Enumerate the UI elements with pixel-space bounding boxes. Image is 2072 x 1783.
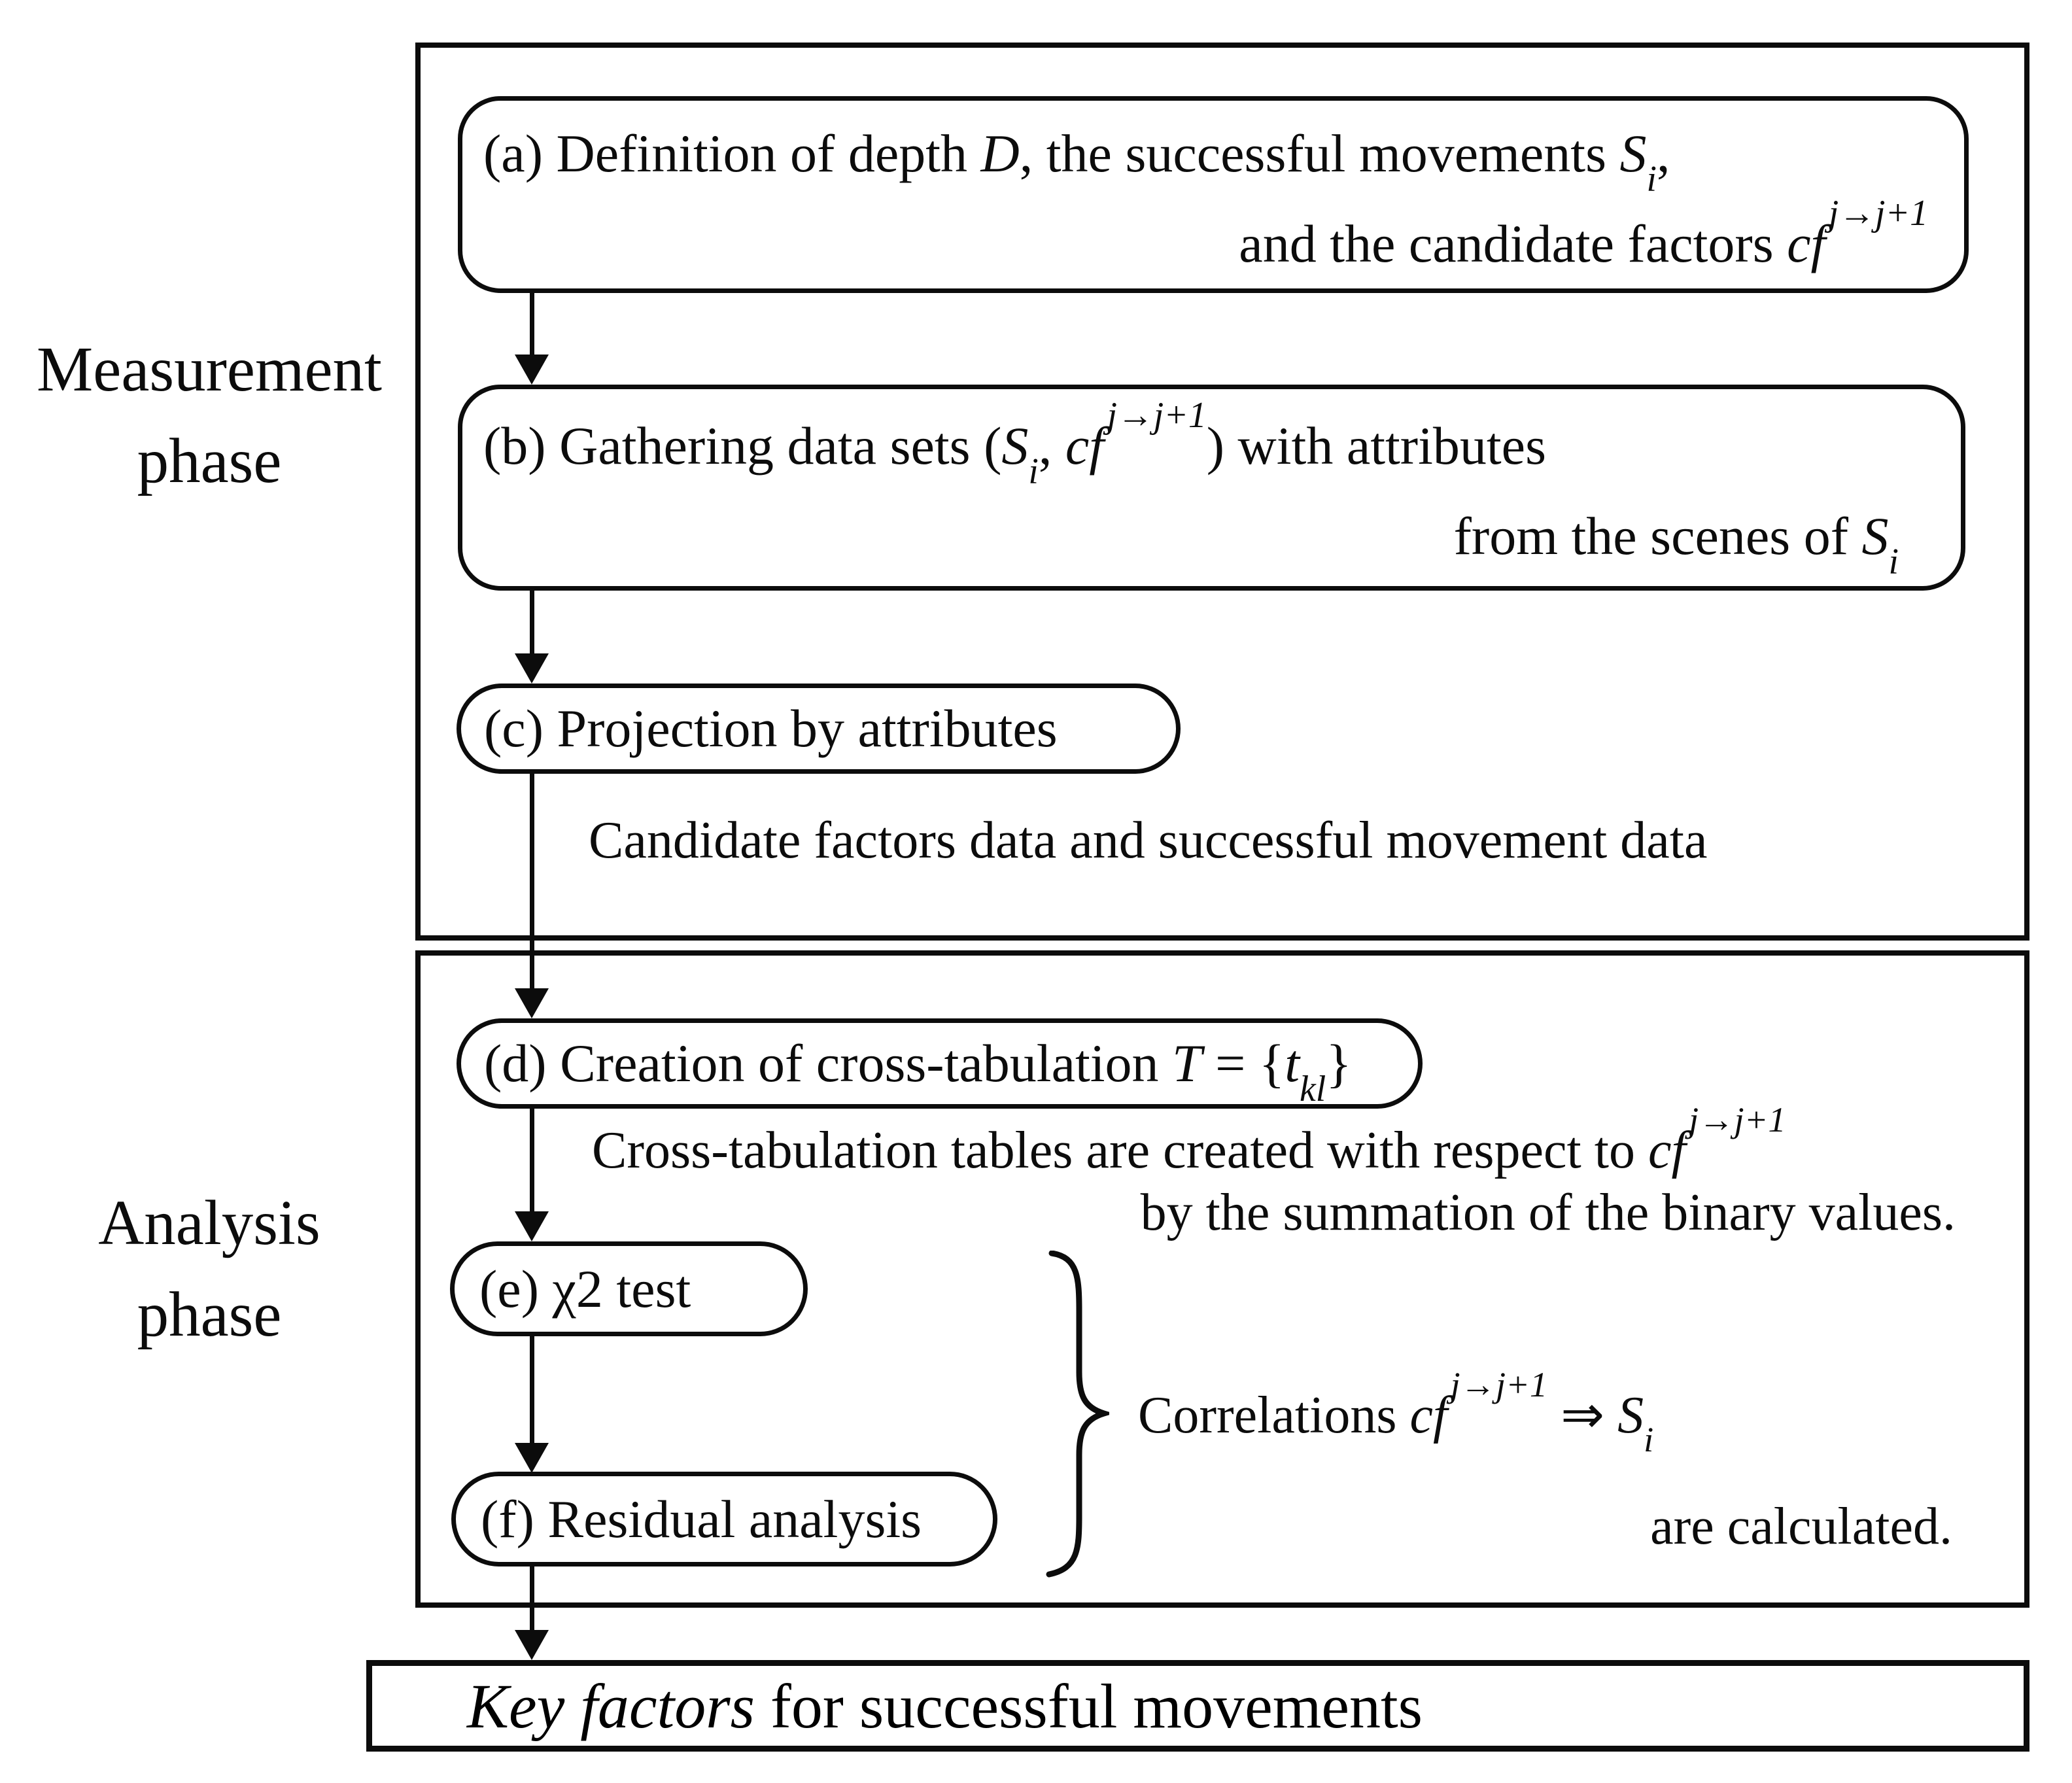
step-d-box xyxy=(457,1018,1423,1109)
step-b-text-post: ) with attributes xyxy=(1206,416,1546,476)
var-cf-sup: j→j+1 xyxy=(1828,192,1928,234)
step-a-line2 xyxy=(483,192,1928,289)
correlations-note-line1 xyxy=(1138,1365,1654,1459)
step-a-text: (a) Definition of depth xyxy=(483,124,981,183)
arrow-a-to-b-line xyxy=(530,293,534,356)
var-cf: cf xyxy=(1787,214,1826,273)
var-S: S xyxy=(1001,416,1029,476)
step-f-box xyxy=(451,1472,997,1567)
step-b-text2: from the scenes of xyxy=(1453,506,1862,566)
result-label-rest: for successful movements xyxy=(754,1670,1423,1741)
step-a-comma: , xyxy=(1657,124,1670,183)
analysis-phase-label-line1: Analysis xyxy=(98,1188,320,1258)
measurement-phase-label xyxy=(0,324,419,507)
var-cf: cf xyxy=(1648,1122,1686,1179)
step-a-box xyxy=(458,96,1969,293)
arrow-e-to-f-head xyxy=(515,1443,549,1473)
crosstab-note-line1 xyxy=(592,1100,1956,1182)
var-cf: cf xyxy=(1409,1387,1448,1444)
arrow-b-to-c-head xyxy=(515,653,549,684)
var-S: S xyxy=(1617,1387,1644,1444)
correlations-note-line2: are calculated. xyxy=(1650,1498,1952,1555)
result-label xyxy=(467,1670,1423,1742)
analysis-phase-label-line2: phase xyxy=(137,1279,282,1349)
var-T: T xyxy=(1172,1033,1202,1093)
step-d-eq: = { xyxy=(1201,1033,1285,1093)
arrow-d-to-e-head xyxy=(515,1211,549,1241)
step-a-text-mid: , the successful movements xyxy=(1019,124,1620,183)
step-b-line2 xyxy=(483,491,1899,581)
double-arrow-icon: ⇒ xyxy=(1547,1387,1618,1444)
arrow-c-to-d-line xyxy=(530,774,534,990)
var-cf-sup: j→j+1 xyxy=(1689,1100,1786,1140)
brace-icon xyxy=(1032,1251,1109,1578)
arrow-d-to-e-line xyxy=(530,1109,534,1213)
var-cf-sup: j→j+1 xyxy=(1450,1365,1548,1405)
step-b-text: (b) Gathering data sets ( xyxy=(483,416,1002,476)
step-e-label: (e) χ2 test xyxy=(479,1258,691,1319)
arrow-c-to-d-head xyxy=(515,988,549,1018)
step-d-close: } xyxy=(1326,1033,1352,1093)
var-depth-D: D xyxy=(980,124,1020,183)
arrow-f-to-result-line xyxy=(530,1567,534,1632)
measurement-phase-label-line2: phase xyxy=(137,426,282,496)
step-a-text2: and the candidate factors xyxy=(1239,214,1787,273)
step-b-text-mid: , xyxy=(1038,416,1065,476)
step-d-label xyxy=(484,1033,1352,1109)
result-label-italic: Key factors xyxy=(467,1670,755,1741)
var-t-sub: kl xyxy=(1300,1068,1326,1109)
step-b-box xyxy=(458,385,1965,591)
step-f-label: (f) Residual analysis xyxy=(481,1489,922,1549)
arrow-b-to-c-line xyxy=(530,591,534,655)
analysis-phase-label xyxy=(0,1177,419,1360)
step-d-text: (d) Creation of cross-tabulation xyxy=(484,1033,1173,1093)
step-e-box xyxy=(450,1241,808,1336)
measurement-phase-label-line1: Measurement xyxy=(37,334,382,404)
var-S-sub: i xyxy=(1028,451,1039,492)
projection-output-note: Candidate factors data and successful movement data xyxy=(589,812,1708,869)
var-S-sub: i xyxy=(1888,541,1899,582)
arrow-e-to-f-line xyxy=(530,1336,534,1445)
step-c-box xyxy=(457,684,1181,774)
var-cf-sup: j→j+1 xyxy=(1107,394,1207,436)
var-S-sub: i xyxy=(1644,1419,1654,1459)
var-t: t xyxy=(1285,1033,1300,1093)
crosstab-text: Cross-tabulation tables are created with respect to xyxy=(592,1122,1648,1179)
step-c-label: (c) Projection by attributes xyxy=(484,699,1058,758)
var-S-sub: i xyxy=(1646,158,1657,199)
correlations-text: Correlations xyxy=(1138,1387,1410,1444)
var-S: S xyxy=(1619,124,1647,183)
arrow-f-to-result-head xyxy=(515,1630,549,1660)
step-a-line1 xyxy=(483,109,1928,199)
result-box xyxy=(366,1660,2029,1752)
var-cf: cf xyxy=(1065,416,1105,476)
crosstab-note-line2: by the summation of the binary values. xyxy=(1140,1184,1956,1241)
arrow-a-to-b-head xyxy=(515,355,549,385)
crosstab-note xyxy=(592,1100,1956,1244)
step-b-line1 xyxy=(483,394,1899,492)
var-S: S xyxy=(1861,506,1889,566)
